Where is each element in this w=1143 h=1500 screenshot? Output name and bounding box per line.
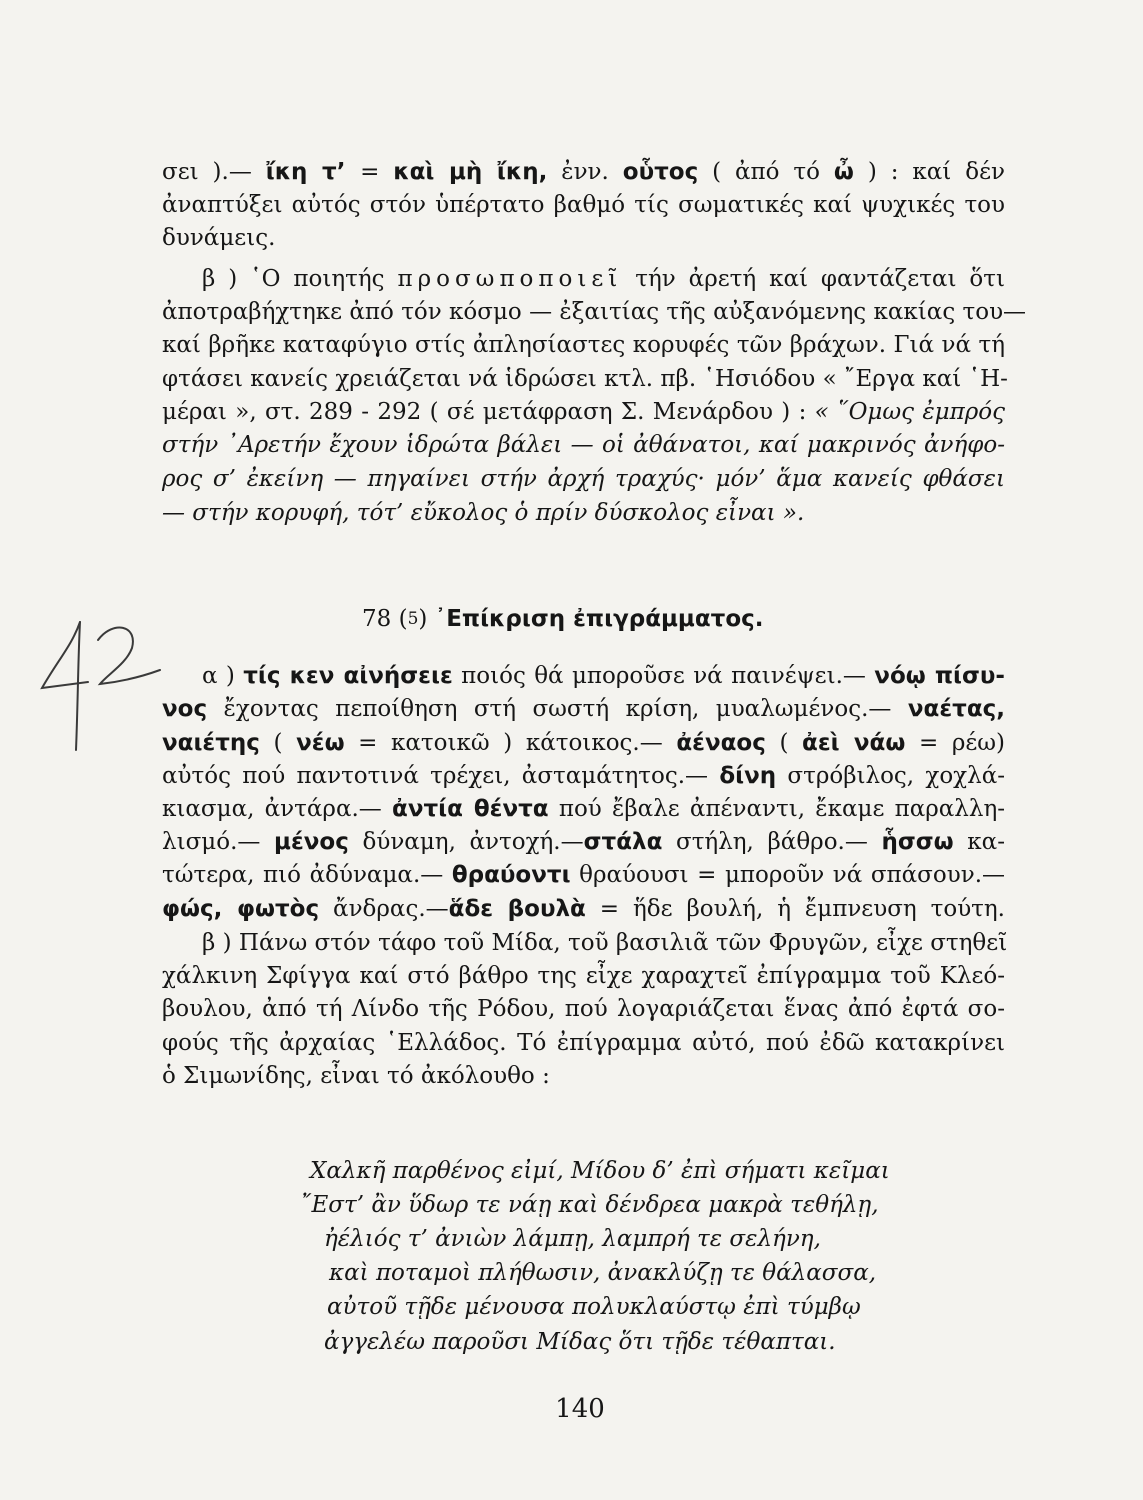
bold-term: νέω <box>296 730 345 756</box>
text-run: δυνάμεις. <box>162 225 276 251</box>
text-run: λισμό.— <box>162 829 275 855</box>
text-run: β ) ῾Ο ποιητής <box>202 266 398 292</box>
text-line <box>162 397 1005 427</box>
text-run: ἀποτραβήχτηκε ἀπό τόν κόσμο — ἐξαιτίας τῆς αὐξανόμενης κακίας του— <box>162 299 1027 325</box>
bold-term: ὦ <box>833 159 854 185</box>
section-heading <box>362 604 962 634</box>
bold-term: ἅδε βουλὰ <box>448 896 586 922</box>
text-run: προσωποποιεῖ <box>397 266 623 292</box>
text-line <box>162 430 1005 460</box>
text-run: ) : καί δέν <box>853 159 1005 185</box>
text-run: τήν ἀρετή καί φαντάζεται ὅτι <box>622 266 1005 292</box>
text-run: μέραι », στ. 289 - 292 ( σέ μετάφραση Σ. Μενάρδου ) : <box>162 399 815 425</box>
handwritten-margin-note <box>28 600 168 770</box>
text-line <box>162 223 1005 253</box>
text-run: ρος σ’ ἐκείνη — πηγαίνει στήν ἀρχή τραχύς· μόν’ ἅμα κανείς φθάσει <box>162 466 1005 492</box>
text-line <box>162 1061 1005 1091</box>
text-run: καί βρῆκε καταφύγιο στίς ἀπλησίαστες κορυφές τῶν βράχων. Γιά νά τή <box>162 332 1005 358</box>
text-run: στρόβιλος, χοχλά- <box>776 763 1005 789</box>
text-line <box>162 364 1008 394</box>
bold-term: ἴκη τ’ <box>265 159 361 185</box>
bold-term: τίς κεν αἰνήσειε <box>243 663 453 689</box>
text-run: φτάσει κανείς χρειάζεται νά ἱδρώσει κτλ. πβ. ῾Ησιόδου « ῎Εργα καί ῾Η- <box>162 366 1008 392</box>
bold-term: φώς, φωτὸς <box>162 896 320 922</box>
text-run: δύναμη, ἀντοχή.— <box>348 829 584 855</box>
page-number: 140 <box>555 1394 605 1424</box>
text-run: = ἥδε βουλή, ἡ ἔμπνευση τούτη. <box>585 896 1005 922</box>
text-run: ἔχοντας πεποίθηση στή σωστή κρίση, μυαλωμένος.— <box>207 696 908 722</box>
text-run: = ρέω) <box>905 730 1005 756</box>
text-line <box>162 190 1005 220</box>
text-run: ἄνδρας.— <box>319 896 449 922</box>
text-line <box>162 297 1027 327</box>
verse-line: αὐτοῦ τῇδε μένουσα πολυκλαύστῳ ἐπὶ τύμβῳ <box>327 1294 861 1320</box>
bold-term: νος <box>162 696 208 722</box>
text-line <box>162 330 1005 360</box>
bold-term: ἧσσω <box>881 829 954 855</box>
text-line <box>162 1028 1005 1058</box>
text-line <box>202 661 1005 691</box>
text-run: κα- <box>953 829 1005 855</box>
text-line <box>202 928 1008 958</box>
text-run: κιασμα, ἀντάρα.— <box>162 796 393 822</box>
text-line <box>162 464 1005 494</box>
text-run: σει ).— <box>162 159 266 185</box>
text-run: ( <box>765 730 803 756</box>
text-run: στήλη, βάθρο.— <box>662 829 882 855</box>
text-run: βουλου, ἀπό τή Λίνδο τῆς Ρόδου, πού λογαριάζεται ἕνας ἀπό ἐφτά σο- <box>162 996 1005 1022</box>
text-run: — στήν κορυφή, τότ’ εὔκολος ὁ πρίν δύσκολος εἶναι ». <box>162 500 805 526</box>
text-line <box>162 860 1005 890</box>
text-run: ὁ Σιμωνίδης, εἶναι τό ἀκόλουθο : <box>162 1063 550 1089</box>
text-run: 78 ( <box>362 606 408 632</box>
text-line <box>162 961 1005 991</box>
text-line <box>162 157 1005 187</box>
text-line <box>162 794 1005 824</box>
bold-term: θραύοντι <box>451 862 571 888</box>
text-run: στήν ᾿Αρετήν ἔχουν ἱδρώτα βάλει — οἱ ἀθάνατοι, καί μακρινός ἀνήφο- <box>162 432 1005 458</box>
text-line <box>162 994 1005 1024</box>
text-run: ἐνν. <box>547 159 623 185</box>
bold-term: ᾿Επίκριση ἐπιγράμματος. <box>434 606 764 632</box>
text-run: χάλκινη Σφίγγα καί στό βάθρο της εἶχε χαραχτεῖ ἐπίγραμμα τοῦ Κλεό- <box>162 963 1005 989</box>
text-run: β ) Πάνω στόν τάφο τοῦ Μίδα, τοῦ βασιλιᾶ τῶν Φρυγῶν, εἶχε στηθεῖ <box>202 930 1008 956</box>
text-run: « ῞Ομως ἐμπρός <box>814 399 1005 425</box>
text-run: θραύουσι = μποροῦν νά σπάσουν.— <box>570 862 1006 888</box>
text-run: = <box>360 159 394 185</box>
bold-term: δίνη <box>719 763 777 789</box>
bold-term: ναιέτης <box>162 730 260 756</box>
bold-term: στάλα <box>583 829 663 855</box>
text-run: α ) <box>202 663 244 689</box>
text-run: φούς τῆς ἀρχαίας ῾Ελλάδος. Τό ἐπίγραμμα αὐτό, πού ἐδῶ κατακρίνει <box>162 1030 1005 1056</box>
bold-term: ναέτας, <box>907 696 1005 722</box>
text-run: 5 <box>407 609 419 629</box>
text-run: ( ἀπό τό <box>698 159 834 185</box>
bold-term: μένος <box>274 829 349 855</box>
text-line <box>162 827 1005 857</box>
bold-term: ἀέναος <box>676 730 766 756</box>
bold-term: ἀεὶ νάω <box>802 730 906 756</box>
text-line <box>162 728 1005 758</box>
text-line <box>162 498 1005 528</box>
text-run: ) <box>418 606 435 632</box>
text-line <box>162 894 1005 924</box>
text-run: = κατοικῶ ) κάτοικος.— <box>344 730 677 756</box>
verse-line: Χαλκῆ παρθένος εἰμί, Μίδου δ’ ἐπὶ σήματι κεῖμαι <box>310 1158 890 1184</box>
verse-line: ῎Εστ’ ἂν ὕδωρ τε νάῃ καὶ δένδρεα μακρὰ τεθήλῃ, <box>300 1192 879 1218</box>
text-line <box>202 264 1005 294</box>
bold-term: οὗτος <box>622 159 699 185</box>
text-run: τώτερα, πιό ἀδύναμα.— <box>162 862 452 888</box>
bold-term: νόῳ πίσυ- <box>874 663 1005 689</box>
text-run: πού ἔβαλε ἀπέναντι, ἔκαμε παραλλη- <box>548 796 1006 822</box>
verse-line: ἀγγελέω παροῦσι Μίδας ὅτι τῇδε τέθαπται. <box>324 1329 836 1355</box>
text-run: αὐτός πού παντοτινά τρέχει, ἀσταμάτητος.— <box>162 763 720 789</box>
text-line <box>162 694 1005 724</box>
bold-term: καὶ μὴ ἴκη, <box>393 159 548 185</box>
text-run: ἀναπτύξει αὐτός στόν ὑπέρτατο βαθμό τίς σωματικές καί ψυχικές του <box>162 192 1005 218</box>
verse-line: ἠέλιός τ’ ἀνιὼν λάμπῃ, λαμπρή τε σελήνη, <box>324 1226 821 1252</box>
bold-term: ἀντία θέντα <box>392 796 549 822</box>
text-run: ποιός θά μποροῦσε νά παινέψει.— <box>452 663 875 689</box>
text-run: ( <box>259 730 297 756</box>
verse-line: καὶ ποταμοὶ πλήθωσιν, ἀνακλύζῃ τε θάλασσα, <box>329 1260 877 1286</box>
text-line <box>162 761 1005 791</box>
